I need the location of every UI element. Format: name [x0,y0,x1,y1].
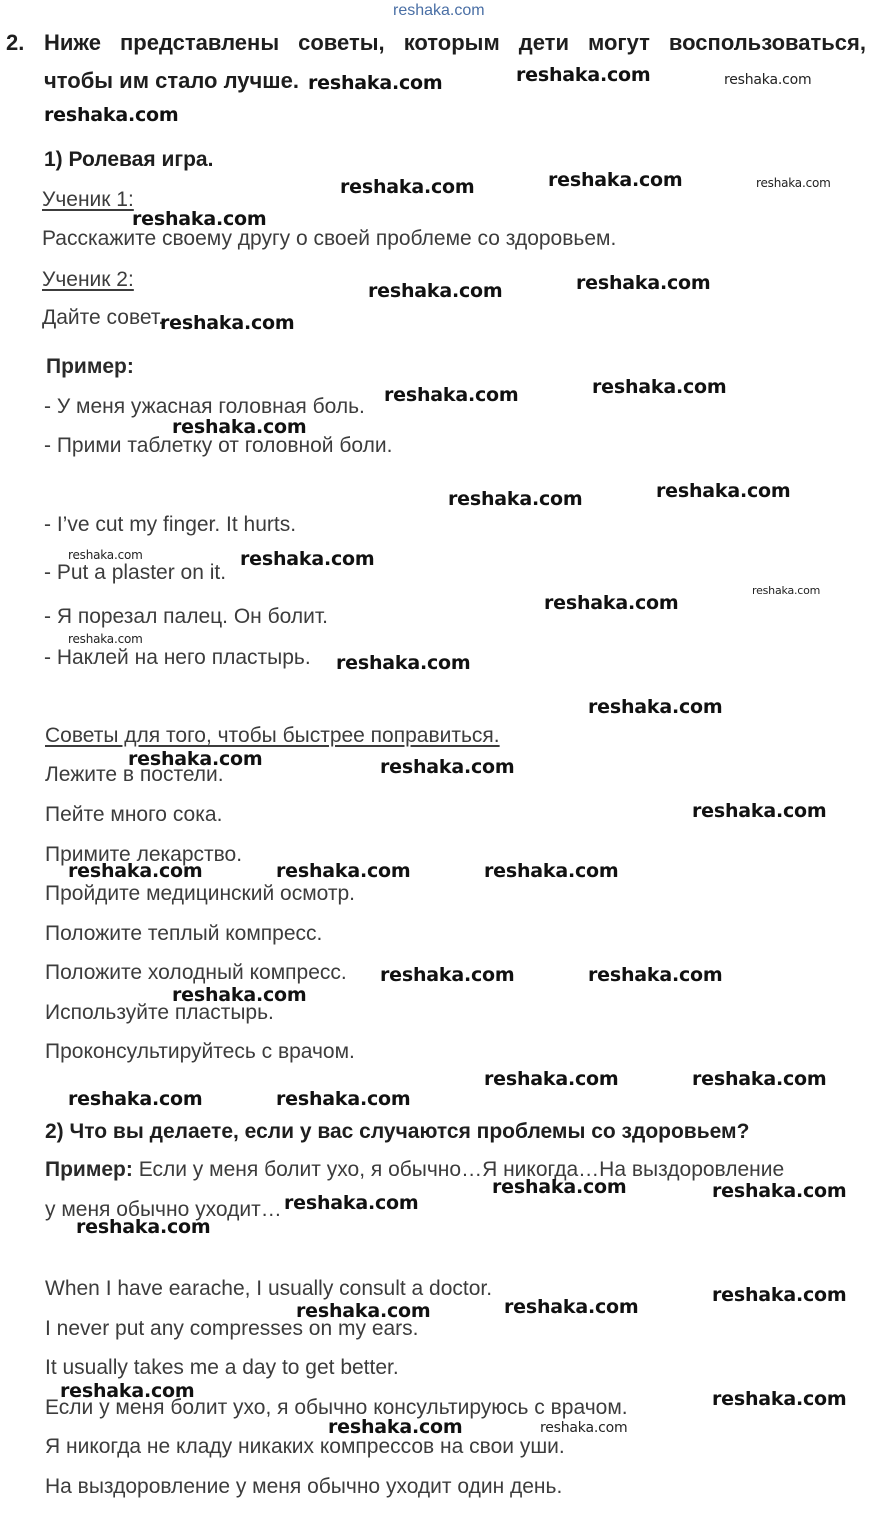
part2-example-label: Пример: [45,1158,133,1181]
watermark: reshaka.com [756,176,831,190]
watermark: reshaka.com [368,280,503,302]
example-line: - Put a plaster on it. [44,561,227,584]
watermark: reshaka.com [692,1068,827,1090]
task-intro-line1: Ниже представлены советы, которым дети могут воспользоваться, [44,30,866,55]
watermark: reshaka.com [592,376,727,398]
watermark: reshaka.com [504,1296,639,1318]
watermark: reshaka.com [76,1216,211,1238]
watermark: reshaka.com [492,1176,627,1198]
watermark: reshaka.com [384,384,519,406]
example-line: - У меня ужасная головная боль. [44,395,365,418]
watermark: reshaka.com [544,592,679,614]
part2-example-text: Если у меня болит ухо, я обычно…Я никогда…На выздоровление [138,1158,785,1181]
answer-line: Я никогда не кладу никаких компрессов на свои уши. [45,1435,565,1458]
watermark: reshaka.com [448,488,583,510]
example-line: - Я порезал палец. Он болит. [44,605,328,628]
watermark: reshaka.com [540,1420,628,1436]
watermark: reshaka.com [276,1088,411,1110]
watermark: reshaka.com [68,548,143,562]
watermark: reshaka.com [380,964,515,986]
advice-item: Используйте пластырь. [45,1001,274,1024]
watermark: reshaka.com [172,416,307,438]
watermark: reshaka.com [656,480,791,502]
watermark: reshaka.com [296,1300,431,1322]
watermark: reshaka.com [484,1068,619,1090]
watermark: reshaka.com [340,176,475,198]
student1-text: Расскажите своему другу о своей проблеме со здоровьем. [42,227,617,250]
watermark: reshaka.com [484,860,619,882]
watermark: reshaka.com [128,748,263,770]
watermark: reshaka.com [692,800,827,822]
watermark: reshaka.com [68,632,143,646]
watermark: reshaka.com [308,72,443,94]
watermark: reshaka.com [548,169,683,191]
advice-item: Положите теплый компресс. [45,922,323,945]
advice-heading: Советы для того, чтобы быстрее поправиться. [45,724,500,747]
answer-line: Если у меня болит ухо, я обычно консультируюсь с врачом. [45,1396,628,1419]
task-intro-line2: чтобы им стало лучше. [44,68,299,93]
watermark: reshaka.com [132,208,267,230]
watermark: reshaka.com [172,984,307,1006]
part2-example [45,1158,784,1182]
watermark: reshaka.com [752,584,821,597]
advice-item: Проконсультируйтесь с врачом. [45,1040,355,1063]
watermark: reshaka.com [328,1416,463,1438]
watermark: reshaka.com [576,272,711,294]
watermark: reshaka.com [724,72,812,88]
part2-heading: 2) Что вы делаете, если у вас случаются проблемы со здоровьем? [45,1120,750,1143]
part1-example-label: Пример: [46,355,134,378]
watermark: reshaka.com [44,104,179,126]
watermark: reshaka.com [68,860,203,882]
advice-item: Пройдите медицинский осмотр. [45,882,356,905]
watermark: reshaka.com [276,860,411,882]
watermark: reshaka.com [588,964,723,986]
watermark: reshaka.com [68,1088,203,1110]
advice-item: Пейте много сока. [45,803,223,826]
answer-line: На выздоровление у меня обычно уходит один день. [45,1475,563,1498]
example-line: - I’ve cut my finger. It hurts. [44,513,297,536]
part2-example-continued: у меня обычно уходит… [45,1198,282,1221]
student1-label: Ученик 1: [42,188,134,211]
watermark: reshaka.com [712,1180,847,1202]
student2-label: Ученик 2: [42,268,134,291]
watermark: reshaka.com [240,548,375,570]
watermark: reshaka.com [712,1388,847,1410]
watermark: reshaka.com [588,696,723,718]
watermark: reshaka.com [160,312,295,334]
watermark: reshaka.com [516,64,651,86]
student2-text: Дайте совет. [42,306,164,329]
answer-line: It usually takes me a day to get better. [45,1356,399,1379]
advice-item: Примите лекарство. [45,843,243,866]
advice-item: Лежите в постели. [45,763,224,786]
watermark: reshaka.com [60,1380,195,1402]
example-line: - Наклей на него пластырь. [44,646,311,669]
task-number: 2. [6,30,25,55]
watermark: reshaka.com [284,1192,419,1214]
answer-line: When I have earache, I usually consult a doctor. [45,1277,493,1300]
site-watermark-header: reshaka.com [393,2,485,19]
watermark: reshaka.com [712,1284,847,1306]
example-line: - Прими таблетку от головной боли. [44,434,393,457]
watermark: reshaka.com [336,652,471,674]
answer-line: I never put any compresses on my ears. [45,1317,419,1340]
watermark: reshaka.com [380,756,515,778]
part1-heading: 1) Ролевая игра. [44,148,214,171]
advice-item: Положите холодный компресс. [45,961,347,984]
